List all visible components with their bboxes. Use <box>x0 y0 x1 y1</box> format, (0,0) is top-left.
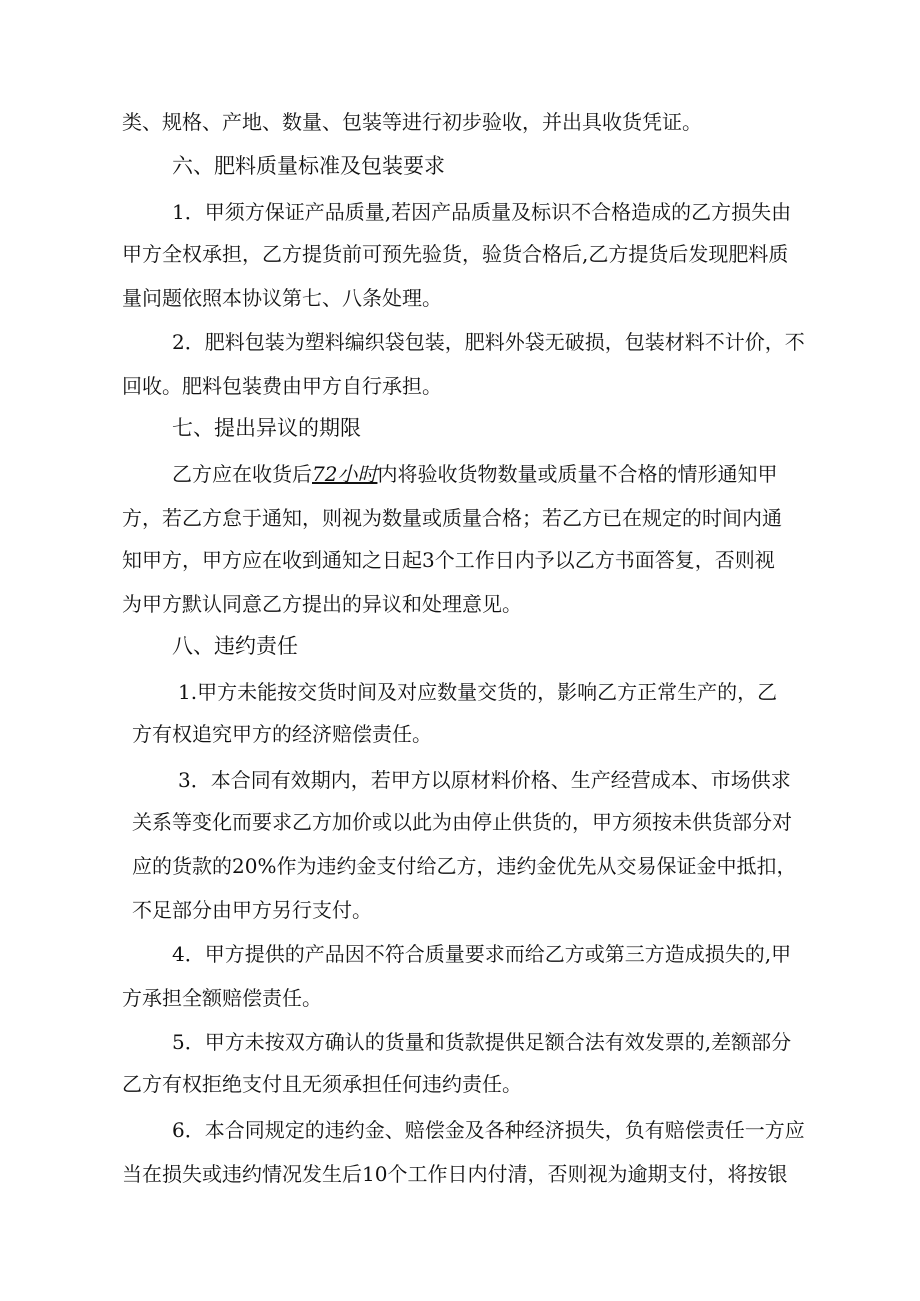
paragraph-line: 方有权追究甲方的经济赔偿责任。 <box>132 722 432 746</box>
paragraph-line: 6．本合同规定的违约金、赔偿金及各种经济损失，负有赔偿责任一方应 <box>172 1118 805 1142</box>
text-fragment: 乙方应在收货后 <box>172 462 312 486</box>
paragraph-line: 知甲方，甲方应在收到通知之日起3个工作日内予以乙方书面答复，否则视 <box>122 548 775 572</box>
underlined-hours: 72小时 <box>312 462 378 486</box>
text-fragment: 内将验收货物数量或质量不合格的情形通知甲 <box>377 462 778 486</box>
paragraph-line: 2．肥料包装为塑料编织袋包装，肥料外袋无破损，包装材料不计价，不 <box>172 330 805 354</box>
paragraph-line: 应的货款的20%作为违约金支付给乙方，违约金优先从交易保证金中抵扣， <box>132 854 797 878</box>
paragraph-line: 方承担全额赔偿责任。 <box>122 986 322 1010</box>
paragraph-line: 3．本合同有效期内，若甲方以原材料价格、生产经营成本、市场供求 <box>178 768 791 792</box>
paragraph-line: 5．甲方未按双方确认的货量和货款提供足额合法有效发票的,差额部分 <box>172 1030 792 1054</box>
paragraph-line: 甲方全权承担，乙方提货前可预先验货，验货合格后,乙方提货后发现肥料质 <box>122 242 789 266</box>
paragraph-line: 类、规格、产地、数量、包装等进行初步验收，并出具收货凭证。 <box>122 110 702 134</box>
paragraph-line: 1．甲须方保证产品质量,若因产品质量及标识不合格造成的乙方损失由 <box>172 200 792 224</box>
paragraph-line: 4．甲方提供的产品因不符合质量要求而给乙方或第三方造成损失的,甲 <box>172 942 792 966</box>
paragraph-line: 1.甲方未能按交货时间及对应数量交货的，影响乙方正常生产的，乙 <box>178 680 778 704</box>
paragraph-line: 量问题依照本协议第七、八条处理。 <box>122 286 442 310</box>
paragraph-line: 乙方有权拒绝支付且无须承担任何违约责任。 <box>122 1072 522 1096</box>
paragraph-line: 当在损失或违约情况发生后10个工作日内付清，否则视为逾期支付，将按银 <box>122 1162 788 1186</box>
paragraph-line: 不足部分由甲方另行支付。 <box>132 898 372 922</box>
paragraph-line: 关系等变化而要求乙方加价或以此为由停止供货的，甲方须按未供货部分对 <box>132 810 792 834</box>
section-7-heading: 七、提出异议的期限 <box>172 416 361 440</box>
paragraph-line <box>172 460 777 488</box>
paragraph-line: 方，若乙方怠于通知，则视为数量或质量合格；若乙方已在规定的时间内通 <box>122 506 782 530</box>
section-8-heading: 八、违约责任 <box>172 634 298 658</box>
paragraph-line: 回收。肥料包装费由甲方自行承担。 <box>122 374 442 398</box>
section-6-heading: 六、肥料质量标准及包装要求 <box>172 154 445 178</box>
paragraph-line: 为甲方默认同意乙方提出的异议和处理意见。 <box>122 592 522 616</box>
